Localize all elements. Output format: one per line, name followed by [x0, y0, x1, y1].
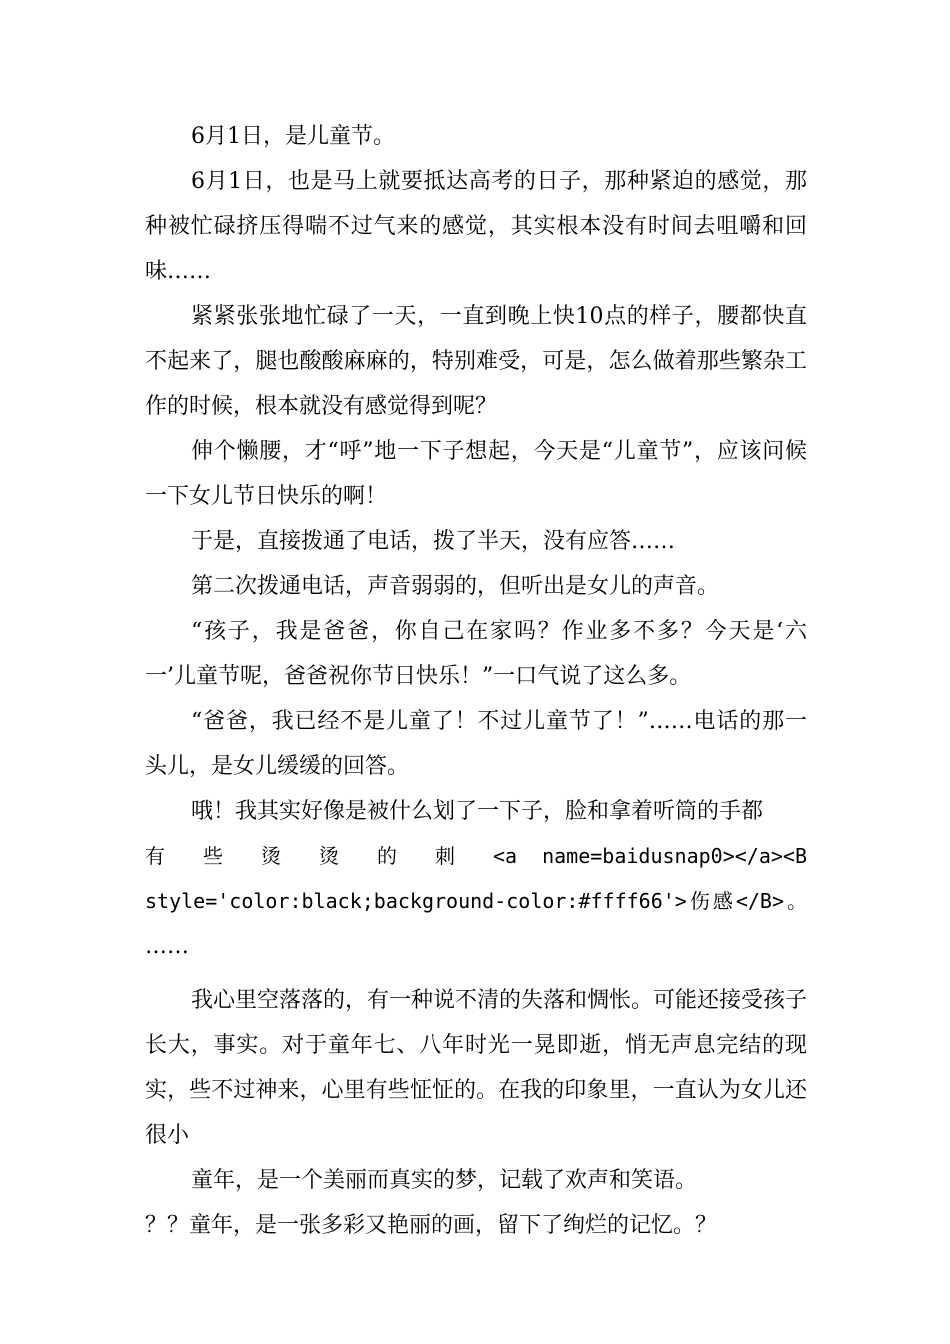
- paragraph-7: “孩子，我是爸爸，你自己在家吗？作业多不多？今天是‘六一’儿童节呢，爸爸祝你节日快乐！”一口气说了这么多。: [145, 619, 807, 689]
- paragraph-12: ？？童年，是一张多彩又艳丽的画，留下了绚烂的记忆。？: [145, 1213, 718, 1238]
- paragraph-9-line-2: 有 些 烫 烫 的 刺 <a name=baidusnap0></a><B: [145, 844, 807, 868]
- paragraph-1: 6月1日，是儿童节。: [191, 124, 395, 149]
- paragraph-8: “爸爸，我已经不是儿童了！不过儿童节了！”……电话的那一头儿，是女儿缓缓的回答。: [145, 709, 807, 779]
- paragraph-5: 于是，直接拨通了电话，拨了半天，没有应答……: [191, 529, 676, 554]
- document-page: [145, 114, 807, 1248]
- paragraph-4: 伸个懒腰，才“呼”地一下子想起，今天是“儿童节”，应该问候一下女儿节日快乐的啊！: [145, 439, 807, 509]
- paragraph-9: [145, 789, 807, 969]
- paragraph-9-line-1: 哦！我其实好像是被什么划了一下子，脸和拿着听筒的手都: [191, 799, 764, 824]
- paragraph-11: 童年，是一个美丽而真实的梦，记载了欢声和笑语。: [191, 1168, 698, 1193]
- paragraph-3: 紧紧张张地忙碌了一天，一直到晚上快10点的样子，腰都快直不起来了，腿也酸酸麻麻的，特别难受，可是，怎么做着那些繁杂工作的时候，根本就没有感觉得到呢？: [145, 304, 807, 419]
- paragraph-9-line-4: ……: [145, 934, 189, 959]
- paragraph-2: 6月1日，也是马上就要抵达高考的日子，那种紧迫的感觉，那种被忙碌挤压得喘不过气来的感觉，其实根本没有时间去咀嚼和回味……: [145, 169, 807, 284]
- paragraph-6: 第二次拨通电话，声音弱弱的，但听出是女儿的声音。: [191, 574, 720, 599]
- paragraph-10: 我心里空落落的，有一种说不清的失落和惆怅。可能还接受孩子长大，事实。对于童年七、八年时光一晃即逝，悄无声息完结的现实，些不过神来，心里有些怔怔的。在我的印象里，一直认为女儿还很小: [145, 988, 808, 1148]
- paragraph-9-line-3: style='color:black;background-color:#ffff66'>伤感</B>。: [145, 889, 807, 913]
